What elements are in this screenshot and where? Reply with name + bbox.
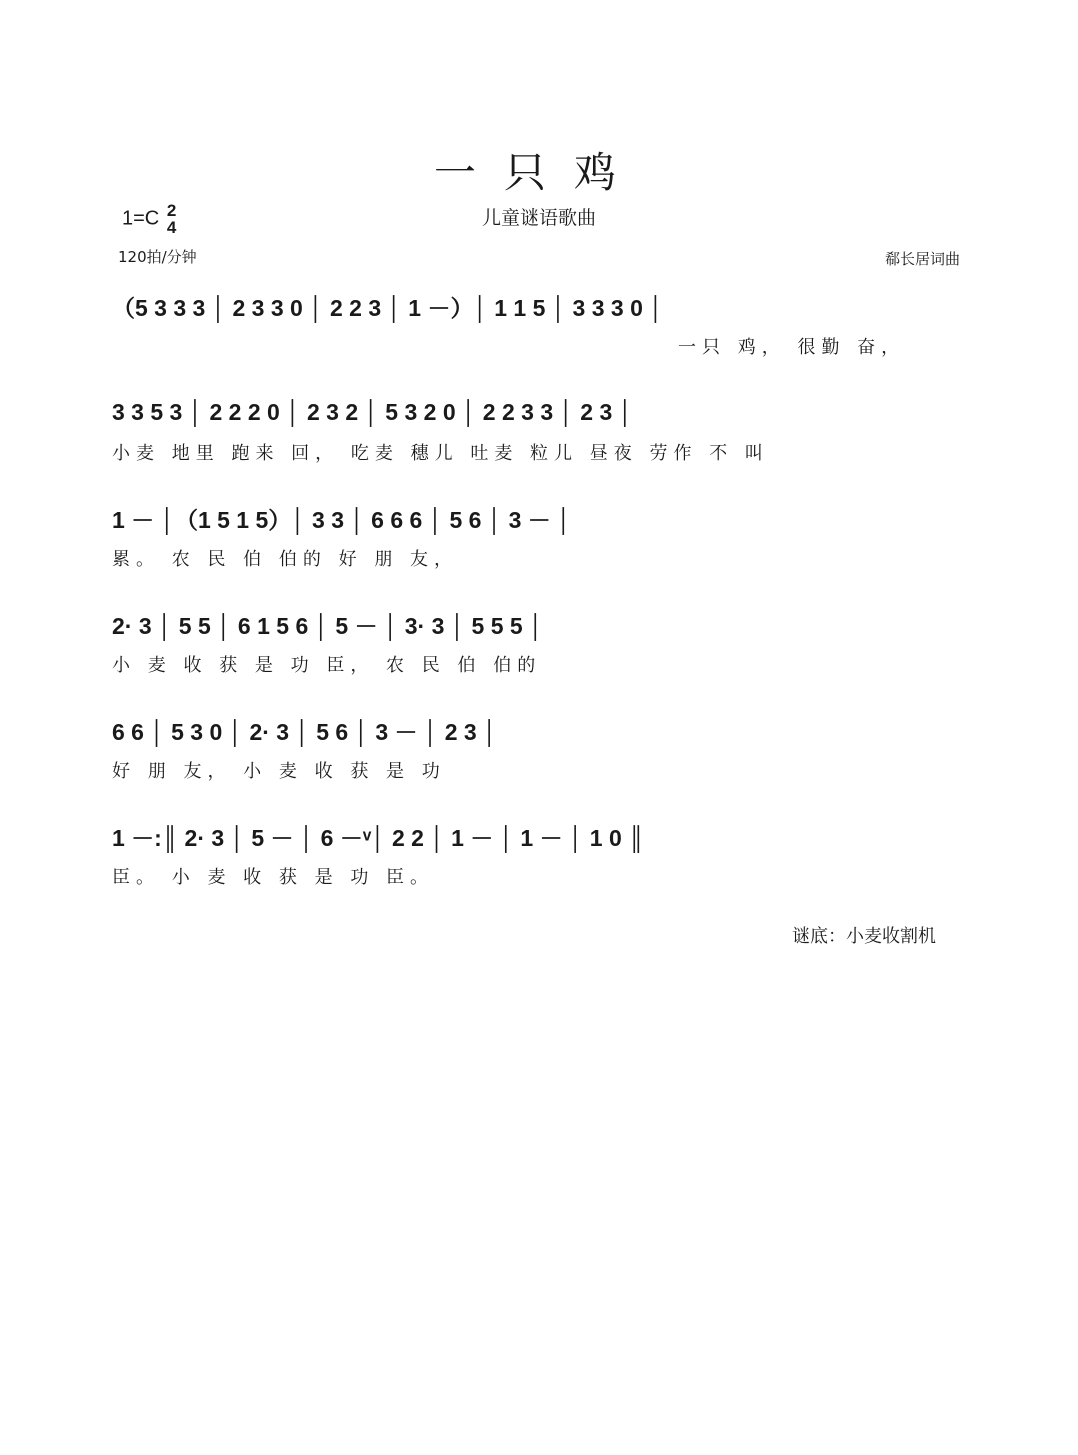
score-line-2	[112, 396, 964, 486]
score-line-1	[112, 290, 964, 380]
lyrics-row: 小 麦 收 获 是 功 臣， 农 民 伯 伯的	[112, 655, 542, 676]
riddle-answer: 谜底：小麦收割机	[792, 926, 936, 947]
key-label: 1=C	[122, 207, 160, 230]
key-signature	[122, 202, 176, 236]
time-numerator: 2	[166, 201, 177, 220]
notes-row: 6 6 │ 5 3 0 │ 2· 3 │ 5 6 │ 3 － │ 2 3 │	[112, 718, 498, 745]
score-line-3	[112, 502, 964, 592]
time-denominator: 4	[166, 218, 177, 237]
composer-credit: 郗长居词曲	[884, 250, 960, 268]
lyrics-row: 好 朋 友， 小 麦 收 获 是 功	[112, 761, 446, 782]
notes-row: 2· 3 │ 5 5 │ 6 1 5 6 │ 5 － │ 3· 3 │ 5 5 5 │	[112, 612, 544, 639]
lyrics-row: 小麦 地里 跑来 回， 吃麦 穗儿 吐麦 粒儿 昼夜 劳作 不 叫	[112, 443, 769, 464]
notes-row: 1 － │（1 5 1 5）│ 3 3 │ 6 6 6 │ 5 6 │ 3 － │	[112, 506, 572, 533]
notes-row: 1 －:║ 2· 3 │ 5 － │ 6 －ᵛ│ 2 2 │ 1 － │ 1 － │ 1 0 ║	[112, 824, 645, 851]
song-subtitle: 儿童谜语歌曲	[481, 207, 596, 229]
notes-row: （5 3 3 3 │ 2 3 3 0 │ 2 2 3 │ 1 －）│ 1 1 5 │ 3 3 3 0 │	[112, 294, 664, 321]
notes-row: 3 3 5 3 │ 2 2 2 0 │ 2 3 2 │ 5 3 2 0 │ 2 2 3 3 │ 2 3 │	[112, 398, 634, 425]
tempo-marking: 120拍/分钟	[118, 248, 197, 266]
lyrics-row: 臣。 小 麦 收 获 是 功 臣。	[112, 867, 435, 888]
score-line-6	[112, 820, 964, 910]
time-signature	[167, 202, 176, 236]
score-line-5	[112, 714, 964, 804]
score-line-4	[112, 608, 964, 698]
lyrics-row: 一只 鸡， 很勤 奋，	[678, 337, 906, 358]
lyrics-row: 累。 农 民 伯 伯的 好 朋 友，	[112, 549, 459, 570]
song-title: 一只鸡	[433, 148, 644, 197]
